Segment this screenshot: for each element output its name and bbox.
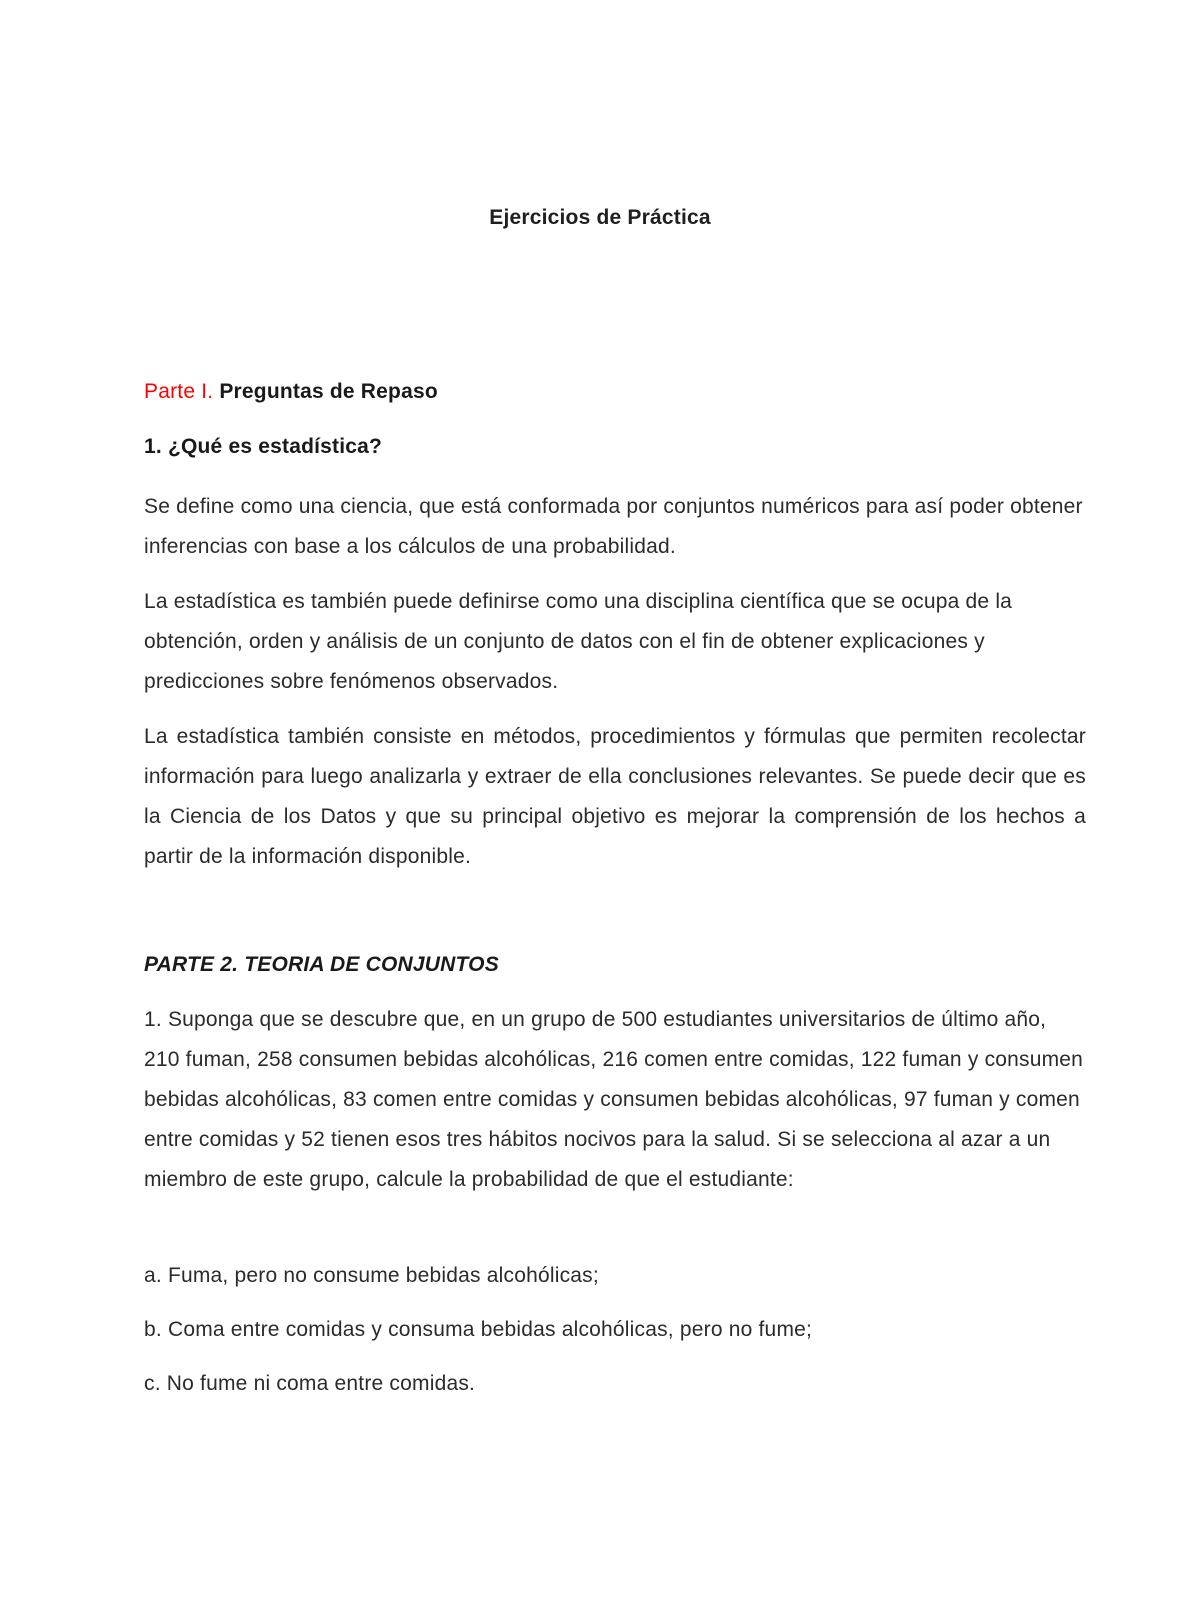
part1-paragraph: Se define como una ciencia, que está conformada por conjuntos numéricos para así poder obtener inferencias con base a los cálculos de una probabilidad.	[144, 495, 1083, 558]
part1-heading-text: Preguntas de Repaso	[219, 380, 438, 403]
exercise-option: b. Coma entre comidas y consuma bebidas alcohólicas, pero no fume;	[144, 1318, 813, 1341]
part1-paragraph: La estadística es también puede definirse como una disciplina científica que se ocupa de la obtención, orden y análisis de un conjunto de datos con el fin de obtener explicaciones y predicciones sobre fenómenos observados.	[144, 590, 1013, 693]
exercise-option: a. Fuma, pero no consume bebidas alcohólicas;	[144, 1264, 599, 1287]
part1-label: Parte I.	[144, 380, 214, 403]
exercise-option: c. No fume ni coma entre comidas.	[144, 1372, 476, 1395]
part1-paragraph: La estadística también consiste en métodos, procedimientos y fórmulas que permiten recolectar información para luego analizarla y extraer de ella conclusiones relevantes. Se puede decir que es la Ciencia de los Datos y que su principal objetivo es mejorar la comprensión de los hechos a partir de la información disponible.	[144, 725, 1086, 868]
part2-exercise: 1. Suponga que se descubre que, en un grupo de 500 estudiantes universitarios de último año, 210 fuman, 258 consumen bebidas alcohólicas, 216 comen entre comidas, 122 fuman y consumen bebidas alcohólicas, 83 comen entre comidas y consumen bebidas alcohólicas, 97 fuman y comen entre comidas y 52 tienen esos tres hábitos nocivos para la salud. Si se selecciona al azar a un miembro de este grupo, calcule la probabilidad de que el estudiante:	[144, 1008, 1084, 1191]
part2-label: PARTE 2.	[144, 953, 239, 976]
part1-heading	[144, 372, 1086, 412]
part1-question: 1. ¿Qué es estadística?	[144, 435, 383, 458]
document-title: Ejercicios de Práctica	[489, 206, 711, 229]
part2-heading	[144, 945, 1086, 985]
part2-heading-text: TEORIA DE CONJUNTOS	[244, 953, 499, 976]
